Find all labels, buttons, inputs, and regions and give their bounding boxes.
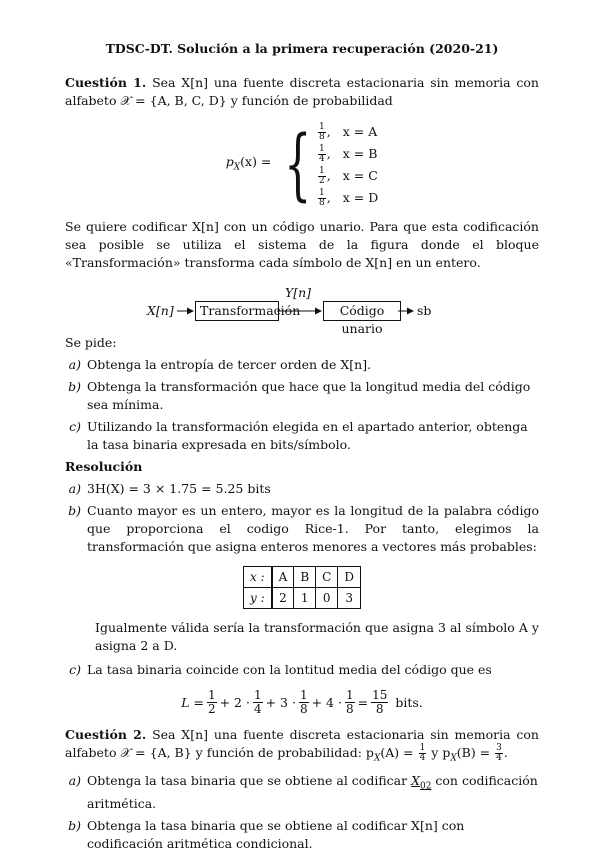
document-page	[65, 40, 539, 857]
q2-intro: Cuestión 2. Sea X[n] una fuente discreta estacionaria sin memoria con alfabeto 𝒳 = {A, B} y función de probabilidad: $p_X(A)$ = $\frac{1}{4}$ y $p_X(B)$ = $\frac{3}{4}$ .	[65, 727, 539, 764]
q1-para2: Se quiere codificar X[n] con un código unario. Para que esta codificación sea posible se utiliza el sistema de la figura donde el bloque «Transformación» transforma cada símbolo de X[n] en un entero.	[65, 219, 539, 270]
q1-intro-text: Sea X[n] una fuente discreta estacionaria sin memoria con alfabeto 𝒳 = {A, B, C, D} y función de probabilidad	[65, 75, 539, 108]
diagram-mid-label: Y[n]	[285, 285, 312, 300]
q1-asks	[65, 356, 539, 454]
block-diagram	[65, 284, 539, 336]
list-item: b) Obtenga la transformación que hace que la longitud media del código sea mínima.	[68, 379, 531, 412]
alt-note: Igualmente válida sería la transformación que asigna 3 al símbolo A y asigna 2 a D.	[95, 620, 539, 653]
list-item: c) Utilizando la transformación elegida en el apartado anterior, obtenga la tasa binaria expresada en bits/símbolo.	[69, 419, 528, 452]
q2-asks	[65, 772, 539, 854]
transformation-table	[243, 566, 361, 609]
list-item: a) 3H(X) = 3 × 1.75 = 5.25 bits	[68, 481, 271, 496]
q2-heading: Cuestión 2.	[65, 727, 147, 742]
list-item: a) Obtenga la entropía de tercer orden de X[n].	[68, 357, 372, 372]
pmf-case: $\frac{1}{8}$ , x = A	[319, 121, 378, 142]
mean-length-equation: L = $\frac{1}{2}$ + 2 · $\frac{1}{4}$ + 3 · $\frac{1}{8}$ + 4 · $\frac{1}{8}$ = $\frac{15}{8}$ bits.	[181, 688, 423, 716]
list-item: a) Obtenga la tasa binaria que se obtiene al codificar $X_{02}$ con codificación aritmética.	[68, 772, 538, 811]
left-brace: {	[284, 120, 312, 210]
unary-code-block: Código unario	[323, 301, 401, 321]
list-item: b) Cuanto mayor es un entero, mayor es la longitud de la palabra código que proporciona el codigo Rice-1. Por tanto, elegimos la transformación que asigna enteros menores a vectores más probables:	[68, 503, 539, 554]
se-pide: Se pide:	[65, 335, 117, 350]
pmf-lhs: $p_X(x)$ =	[225, 154, 272, 173]
q1-heading: Cuestión 1.	[65, 75, 147, 90]
diagram-output-label: sb	[417, 303, 432, 318]
resolucion-heading: Resolución	[65, 459, 143, 474]
diagram-input-label: X[n]	[147, 303, 174, 318]
table-row: x : A B C D	[244, 567, 361, 588]
transform-block: Transformación	[195, 301, 279, 321]
pmf-cases	[317, 122, 378, 208]
q1-solution-c	[65, 661, 539, 679]
pmf-case: $\frac{1}{8}$ , x = D	[319, 187, 379, 208]
q1-intro	[65, 74, 539, 110]
list-item: b) Obtenga la tasa binaria que se obtiene al codificar X[n] con codificación aritmética condicional.	[68, 818, 465, 851]
pmf-definition	[65, 122, 539, 208]
pmf-case: $\frac{1}{2}$ , x = C	[319, 165, 378, 186]
q1-solutions	[65, 480, 539, 556]
pmf-case: $\frac{1}{4}$ , x = B	[319, 143, 378, 164]
list-item: c) La tasa binaria coincide con la lontitud media del código que es	[69, 662, 492, 677]
page-title: TDSC-DT. Solución a la primera recuperación (2020-21)	[105, 41, 499, 56]
table-row: y : 2 1 0 3	[244, 588, 361, 609]
